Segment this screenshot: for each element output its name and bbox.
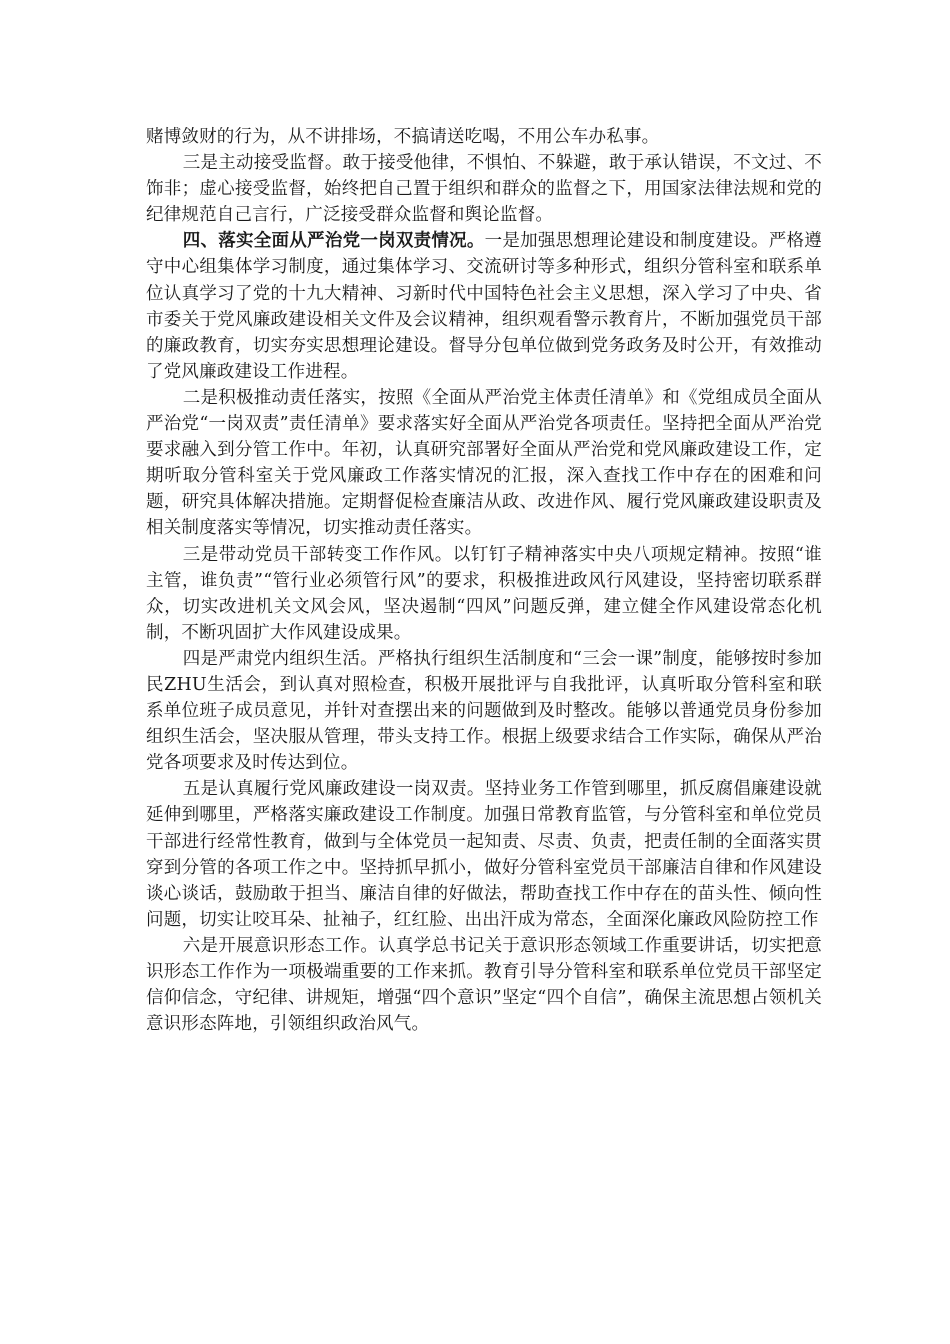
section-heading: 四、落实全面从严治党一岗双责情况。 bbox=[182, 231, 485, 252]
paragraph-work-style: 三是带动党员干部转变工作作风。以钉钉子精神落实中央八项规定精神。按照“谁主管，谁负责”“管行业必须管行风”的要求，积极推进政风行风建设，坚持密切联系群众，切实改进机关文风会风，坚决遏制“四风”问题反弹，建立健全作风建设常态化机制，不断巩固扩大作风建设成果。 bbox=[146, 544, 822, 643]
paragraph-continuation: 赌博敛财的行为，从不讲排场，不搞请送吃喝，不用公车办私事。 bbox=[146, 127, 660, 147]
paragraph-clean-governance: 五是认真履行党风廉政建设一岗双责。坚持业务工作管到哪里，抓反腐倡廉建设就延伸到哪里，严格落实廉政建设工作制度。加强日常教育监管，与分管科室和单位党员干部进行经常性教育，做到与全体党员一起知责、尽责、负责，把责任制的全面落实贯穿到分管的各项工作之中。坚持抓早抓小，做好分管科室党员干部廉洁自律和作风建设谈心谈话，鼓励敢于担当、廉洁自律的好做法，帮助查找工作中存在的苗头性、倾向性问题，切实让咬耳朵、扯袖子，红红脸、出出汗成为常态，全面深化廉政风险防控工作 bbox=[146, 779, 822, 930]
section-four-body: 一是加强思想理论建设和制度建设。严格遵守中心组集体学习制度，通过集体学习、交流研讨等多种形式，组织分管科室和联系单位认真学习了党的十九大精神、习新时代中国特色社会主义思想，深入学习了中央、省市委关于党风廉政建设相关文件及会议精神，组织观看警示教育片，不断加强党员干部的廉政教育，切实夯实思想理论建设。督导分包单位做到党务政务及时公开，有效推动了党风廉政建设工作进程。 bbox=[146, 231, 822, 382]
paragraph-party-life: 四是严肃党内组织生活。严格执行组织生活制度和“三会一课”制度，能够按时参加民ZHU生活会，到认真对照检查，积极开展批评与自我批评，认真听取分管科室和联系单位班子成员意见，并针对查摆出来的问题做到及时整改。能够以普通党员身份参加组织生活会，坚决服从管理，带头支持工作。根据上级要求结合工作实际，确保从严治党各项要求及时传达到位。 bbox=[146, 648, 822, 774]
paragraph-accept-supervision: 三是主动接受监督。敢于接受他律，不惧怕、不躲避，敢于承认错误，不文过、不饰非；虚心接受监督，始终把自己置于组织和群众的监督之下，用国家法律法规和党的纪律规范自己言行，广泛接受群众监督和舆论监督。 bbox=[146, 153, 822, 226]
paragraph-ideology: 六是开展意识形态工作。认真学总书记关于意识形态领域工作重要讲话，切实把意识形态工作作为一项极端重要的工作来抓。教育引导分管科室和联系单位党员干部坚定信仰信念，守纪律、讲规矩，增强“四个意识”坚定“四个自信”，确保主流思想占领机关意识形态阵地，引领组织政治风气。 bbox=[146, 935, 822, 1035]
document-page bbox=[146, 124, 822, 1037]
paragraph-responsibility: 二是积极推动责任落实，按照《全面从严治党主体责任清单》和《党组成员全面从严治党“一岗双责”责任清单》要求落实好全面从严治党各项责任。坚持把全面从严治党要求融入到分管工作中。年初，认真研究部署好全面从严治党和党风廉政建设工作，定期听取分管科室关于党风廉政工作落实情况的汇报，深入查找工作中存在的困难和问题，研究具体解决措施。定期督促检查廉洁从政、改进作风、履行党风廉政建设职责及相关制度落实等情况，切实推动责任落实。 bbox=[146, 387, 822, 539]
paragraph-section-four bbox=[146, 228, 822, 385]
